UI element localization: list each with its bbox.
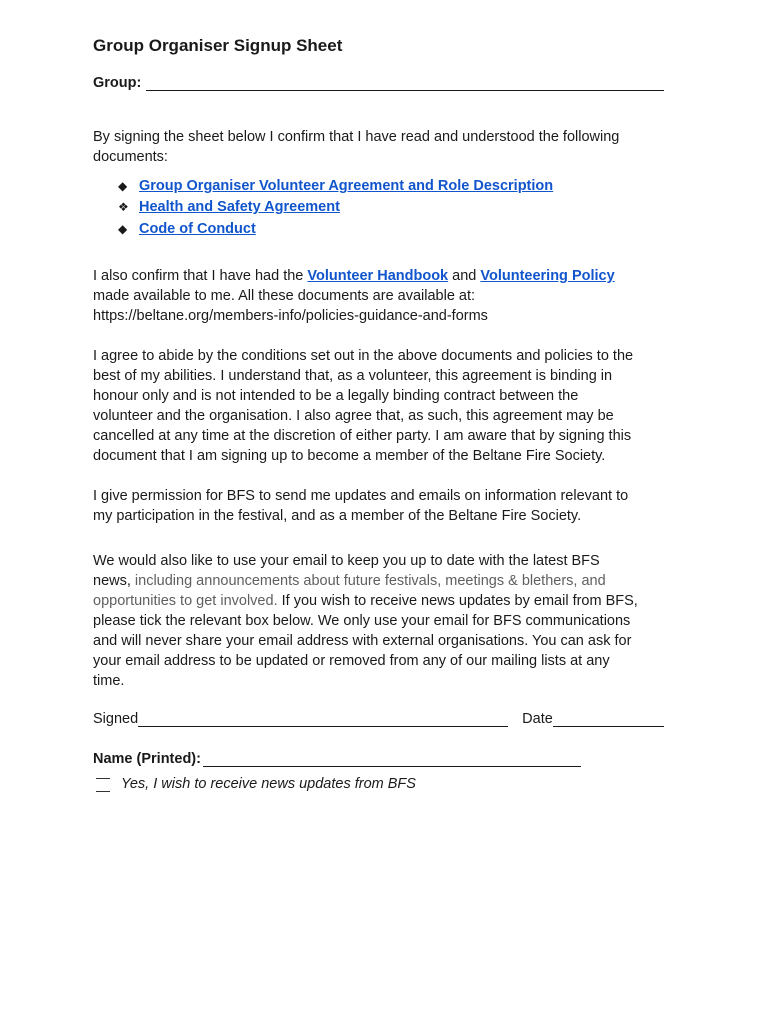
list-item (118, 221, 553, 242)
agreement-line: best of my abilities. I understand that, as a volunteer, this agreement is binding in (93, 368, 613, 384)
permission-line: my participation in the festival, and as a member of the Beltane Fire Society. (93, 508, 582, 524)
agreement-line: honour only and is not intended to be a legally binding contract between the (93, 388, 579, 404)
news-optin-label: Yes, I wish to receive news updates from BFS (121, 776, 416, 792)
email-line (93, 591, 683, 611)
date-input-line[interactable] (553, 711, 664, 727)
link-health-and-safety[interactable]: Health and Safety Agreement (139, 199, 340, 215)
policies-url: https://beltane.org/members-info/policies-guidance-and-forms (93, 308, 488, 324)
list-item (118, 199, 553, 220)
intro-paragraph (93, 127, 683, 167)
link-volunteer-handbook[interactable]: Volunteer Handbook (307, 268, 449, 284)
page-title: Group Organiser Signup Sheet (93, 36, 343, 55)
printed-name-row (93, 751, 581, 767)
email-line: time. (93, 673, 125, 689)
permission-paragraph (93, 486, 683, 526)
intro-line: By signing the sheet below I confirm that I have read and understood the following (93, 129, 620, 145)
confirm-prefix: I also confirm that I have had the (93, 268, 308, 284)
name-label: Name (Printed): (93, 751, 201, 767)
email-text: If you wish to receive news updates by email from BFS, (277, 593, 638, 609)
email-line: please tick the relevant box below. We only use your email for BFS communications (93, 613, 631, 629)
agreement-line: document that I am signing up to become a member of the Beltane Fire Society. (93, 448, 606, 464)
email-paragraph (93, 551, 683, 691)
link-code-of-conduct[interactable]: Code of Conduct (139, 221, 256, 237)
email-text: news, (93, 573, 135, 589)
email-line: We would also like to use your email to keep you up to date with the latest BFS (93, 553, 600, 569)
email-line: your email address to be updated or removed from any of our mailing lists at any (93, 653, 610, 669)
news-optin-checkbox[interactable] (96, 778, 110, 792)
permission-line: I give permission for BFS to send me updates and emails on information relevant to (93, 488, 629, 504)
news-optin-row (96, 776, 416, 792)
agreement-line: cancelled at any time at the discretion of either party. I am aware that by signing this (93, 428, 632, 444)
date-label: Date (522, 711, 553, 727)
signature-input-line[interactable] (138, 711, 508, 727)
email-line: and will never share your email address with external organisations. You can ask for (93, 633, 632, 649)
signed-label: Signed (93, 711, 139, 727)
confirm-middle: and (448, 268, 481, 284)
diamond-bullet-icon: ◆ (118, 222, 128, 236)
four-diamond-bullet-icon: ❖ (118, 200, 129, 214)
intro-line: documents: (93, 149, 168, 165)
link-group-organiser-agreement[interactable]: Group Organiser Volunteer Agreement and Role Description (139, 178, 554, 194)
group-label: Group: (93, 75, 142, 91)
agreement-line: volunteer and the organisation. I also agree that, as such, this agreement may be (93, 408, 614, 424)
diamond-bullet-icon: ◆ (118, 179, 128, 193)
confirm-paragraph (93, 266, 683, 326)
group-field-row (93, 75, 673, 91)
group-input-line[interactable] (146, 75, 664, 91)
agreement-line: I agree to abide by the conditions set out in the above documents and policies to the (93, 348, 634, 364)
confirm-line: made available to me. All these documents are available at: (93, 288, 476, 304)
documents-list (118, 178, 553, 242)
agreement-paragraph (93, 346, 683, 466)
email-line (93, 571, 683, 591)
confirm-line (93, 266, 683, 286)
email-text-muted: including announcements about future festivals, meetings & blethers, and (134, 573, 606, 589)
signature-row (93, 711, 678, 727)
email-text-muted: opportunities to get involved. (93, 593, 278, 609)
link-volunteering-policy[interactable]: Volunteering Policy (480, 268, 615, 284)
list-item (118, 178, 553, 199)
printed-name-input-line[interactable] (203, 751, 581, 767)
